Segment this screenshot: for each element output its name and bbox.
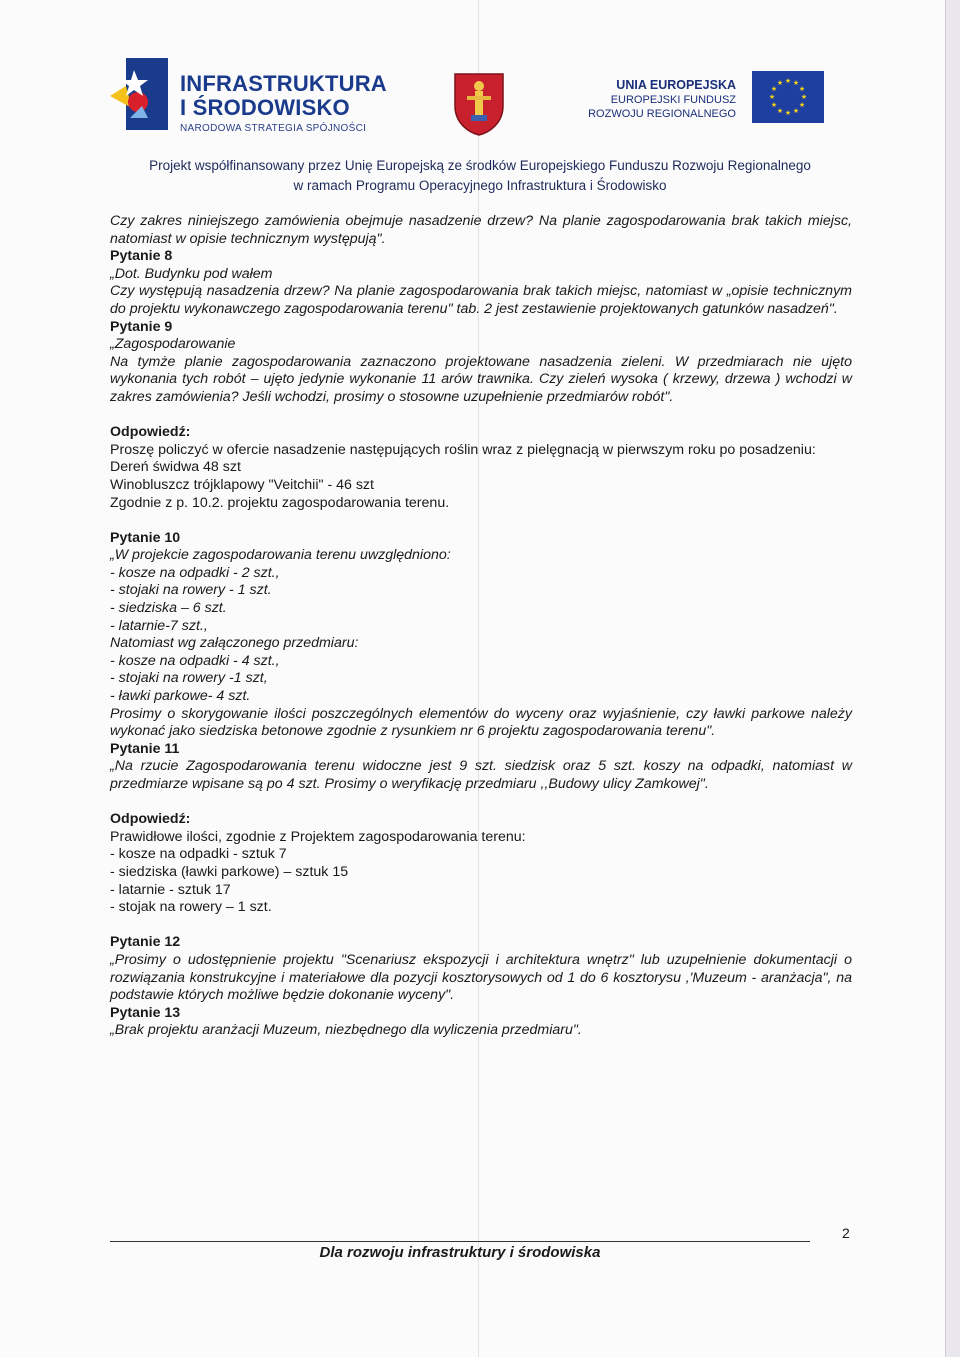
page-number: 2	[842, 1225, 850, 1241]
question-10-title: Pytanie 10	[110, 529, 181, 546]
spacer	[110, 794, 852, 812]
question-12-line: „Prosimy o udostępnienie projektu "Scenariusz ekspozycji i architektura wnętrz" lub uzupełnienie dokumentacji o rozwiązania konstrukcyjne i materiałowe dla pozycji kosztorysowych od 1 do 6 kosztorysu ,'Muzeum - aranżacja", na podstawie których możliwe będzie dokonanie wyceny".	[110, 951, 852, 1004]
question-11-line: „Na rzucie Zagospodarowania terenu widoczne jest 9 szt. siedzisk oraz 5 szt. koszy na odpadki, natomiast w przedmiarze wpisane są po 4 szt. Prosimy o weryfikację przedmiaru ,,Budowy ulicy Zamkowej".	[110, 758, 852, 792]
answer-11-line: - latarnie - sztuk 17	[110, 881, 231, 898]
svg-text:★: ★	[792, 107, 800, 115]
question-8-title: Pytanie 8	[110, 248, 173, 265]
svg-text:★: ★	[792, 79, 800, 87]
cofinancing-line-2: w ramach Programu Operacyjnego Infrastruktura i Środowisko	[293, 178, 667, 193]
question-9-line: „Zagospodarowanie	[110, 336, 236, 353]
question-8-line: „Dot. Budynku pod wałem	[110, 265, 273, 282]
brand-line-2: I ŚRODOWISKO	[180, 95, 350, 120]
answer-9-title: Odpowiedź:	[110, 424, 191, 441]
question-13-line: „Brak projektu aranżacji Muzeum, niezbędnego dla wyliczenia przedmiaru".	[110, 1022, 582, 1039]
question-7-text: Czy zakres niniejszego zamówienia obejmuje nasadzenie drzew? Na planie zagospodarowania brak takich miejsc, natomiast w opisie technicznym występują".	[110, 213, 852, 247]
city-crest-icon	[453, 72, 505, 136]
svg-text:★: ★	[784, 109, 792, 117]
question-10-line: - stojaki na rowery -1 szt,	[110, 670, 268, 687]
svg-text:★: ★	[768, 93, 776, 101]
svg-text:★: ★	[784, 77, 792, 85]
eu-fund-label	[560, 78, 736, 121]
cofinancing-note	[110, 156, 850, 196]
page-edge	[945, 0, 960, 1357]
spacer	[110, 407, 852, 425]
eu-line-3: ROZWOJU REGIONALNEGO	[588, 108, 736, 120]
spacer	[110, 512, 852, 530]
question-13-title: Pytanie 13	[110, 1004, 181, 1021]
ois-logo-icon	[108, 58, 168, 130]
question-10-line: Prosimy o skorygowanie ilości poszczególnych elementów do wyceny oraz wyjaśnienie, czy ławki parkowe należy wykonać jako siedziska betonowe zgodnie z rysunkiem nr 6 projektu zagospodarowania terenu".	[110, 705, 852, 740]
question-9-line: Na tymże planie zagospodarowania zaznaczono projektowane nasadzenia zieleni. W przedmiarach nie ujęto wykonania tych robót – ujęto jedynie wykonanie 11 arów trawnika. Czy zieleń wysoka ( krzewy, drzewa ) wchodzi w zakres zamówienia? Jeśli wchodzi, prosimy o stosowne uzupełnienie przedmiarów robót".	[110, 353, 852, 405]
brand-title	[180, 72, 387, 120]
question-12-title: Pytanie 12	[110, 934, 181, 951]
svg-text:★: ★	[770, 85, 778, 93]
question-10-line: - kosze na odpadki - 4 szt.,	[110, 652, 280, 669]
footer-slogan: Dla rozwoju infrastruktury i środowiska	[319, 1244, 601, 1261]
brand-line-1: INFRASTRUKTURA	[180, 71, 387, 96]
answer-9-line: Dereń świdwa 48 szt	[110, 459, 241, 476]
eu-flag-icon	[752, 71, 824, 123]
svg-text:★: ★	[798, 85, 806, 93]
document-body	[110, 213, 852, 1040]
answer-9-line: Winobluszcz trójklapowy "Veitchii" - 46 szt	[110, 476, 374, 493]
answer-9-line: Zgodnie z p. 10.2. projektu zagospodarowania terenu.	[110, 494, 450, 511]
question-8-line: Czy występują nasadzenia drzew? Na planie zagospodarowania brak takich miejsc, natomiast w „opisie technicznym do projektu wykonawczego zagospodarowania terenu" tab. 2 jest zestawienie projektowanych gatunków nasadzeń".	[110, 283, 852, 317]
answer-9-line: Proszę policzyć w ofercie nasadzenie następujących roślin wraz z pielęgnacją w pierwszym roku po posadzeniu:	[110, 441, 816, 458]
eu-line-2: EUROPEJSKI FUNDUSZ	[610, 94, 736, 106]
question-10-line: „W projekcie zagospodarowania terenu uwzględniono:	[110, 547, 451, 564]
answer-11-title: Odpowiedź:	[110, 811, 191, 828]
question-10-line: - siedziska – 6 szt.	[110, 600, 227, 617]
spacer	[110, 917, 852, 935]
answer-11-line: - stojak na rowery – 1 szt.	[110, 899, 272, 916]
svg-text:★: ★	[776, 79, 784, 87]
brand-subtitle: NARODOWA STRATEGIA SPÓJNOŚCI	[180, 123, 367, 134]
question-11-title: Pytanie 11	[110, 740, 180, 757]
svg-text:★: ★	[800, 93, 808, 101]
footer-rule	[110, 1241, 810, 1242]
question-10-line: - latarnie-7 szt.,	[110, 617, 208, 634]
question-10-line: Natomiast wg załączonego przedmiaru:	[110, 635, 359, 652]
svg-text:★: ★	[798, 101, 806, 109]
svg-text:★: ★	[770, 101, 778, 109]
svg-text:★: ★	[776, 107, 784, 115]
answer-11-line: - kosze na odpadki - sztuk 7	[110, 846, 287, 863]
cofinancing-line-1: Projekt współfinansowany przez Unię Europejską ze środków Europejskiego Funduszu Rozwoju Regionalnego	[149, 158, 811, 173]
question-10-line: - kosze na odpadki - 2 szt.,	[110, 564, 280, 581]
question-10-line: - stojaki na rowery - 1 szt.	[110, 582, 272, 599]
question-9-title: Pytanie 9	[110, 318, 173, 335]
answer-11-line: Prawidłowe ilości, zgodnie z Projektem zagospodarowania terenu:	[110, 828, 526, 845]
eu-line-1: UNIA EUROPEJSKA	[616, 78, 736, 92]
question-10-line: - ławki parkowe- 4 szt.	[110, 688, 251, 705]
answer-11-line: - siedziska (ławki parkowe) – sztuk 15	[110, 863, 349, 880]
